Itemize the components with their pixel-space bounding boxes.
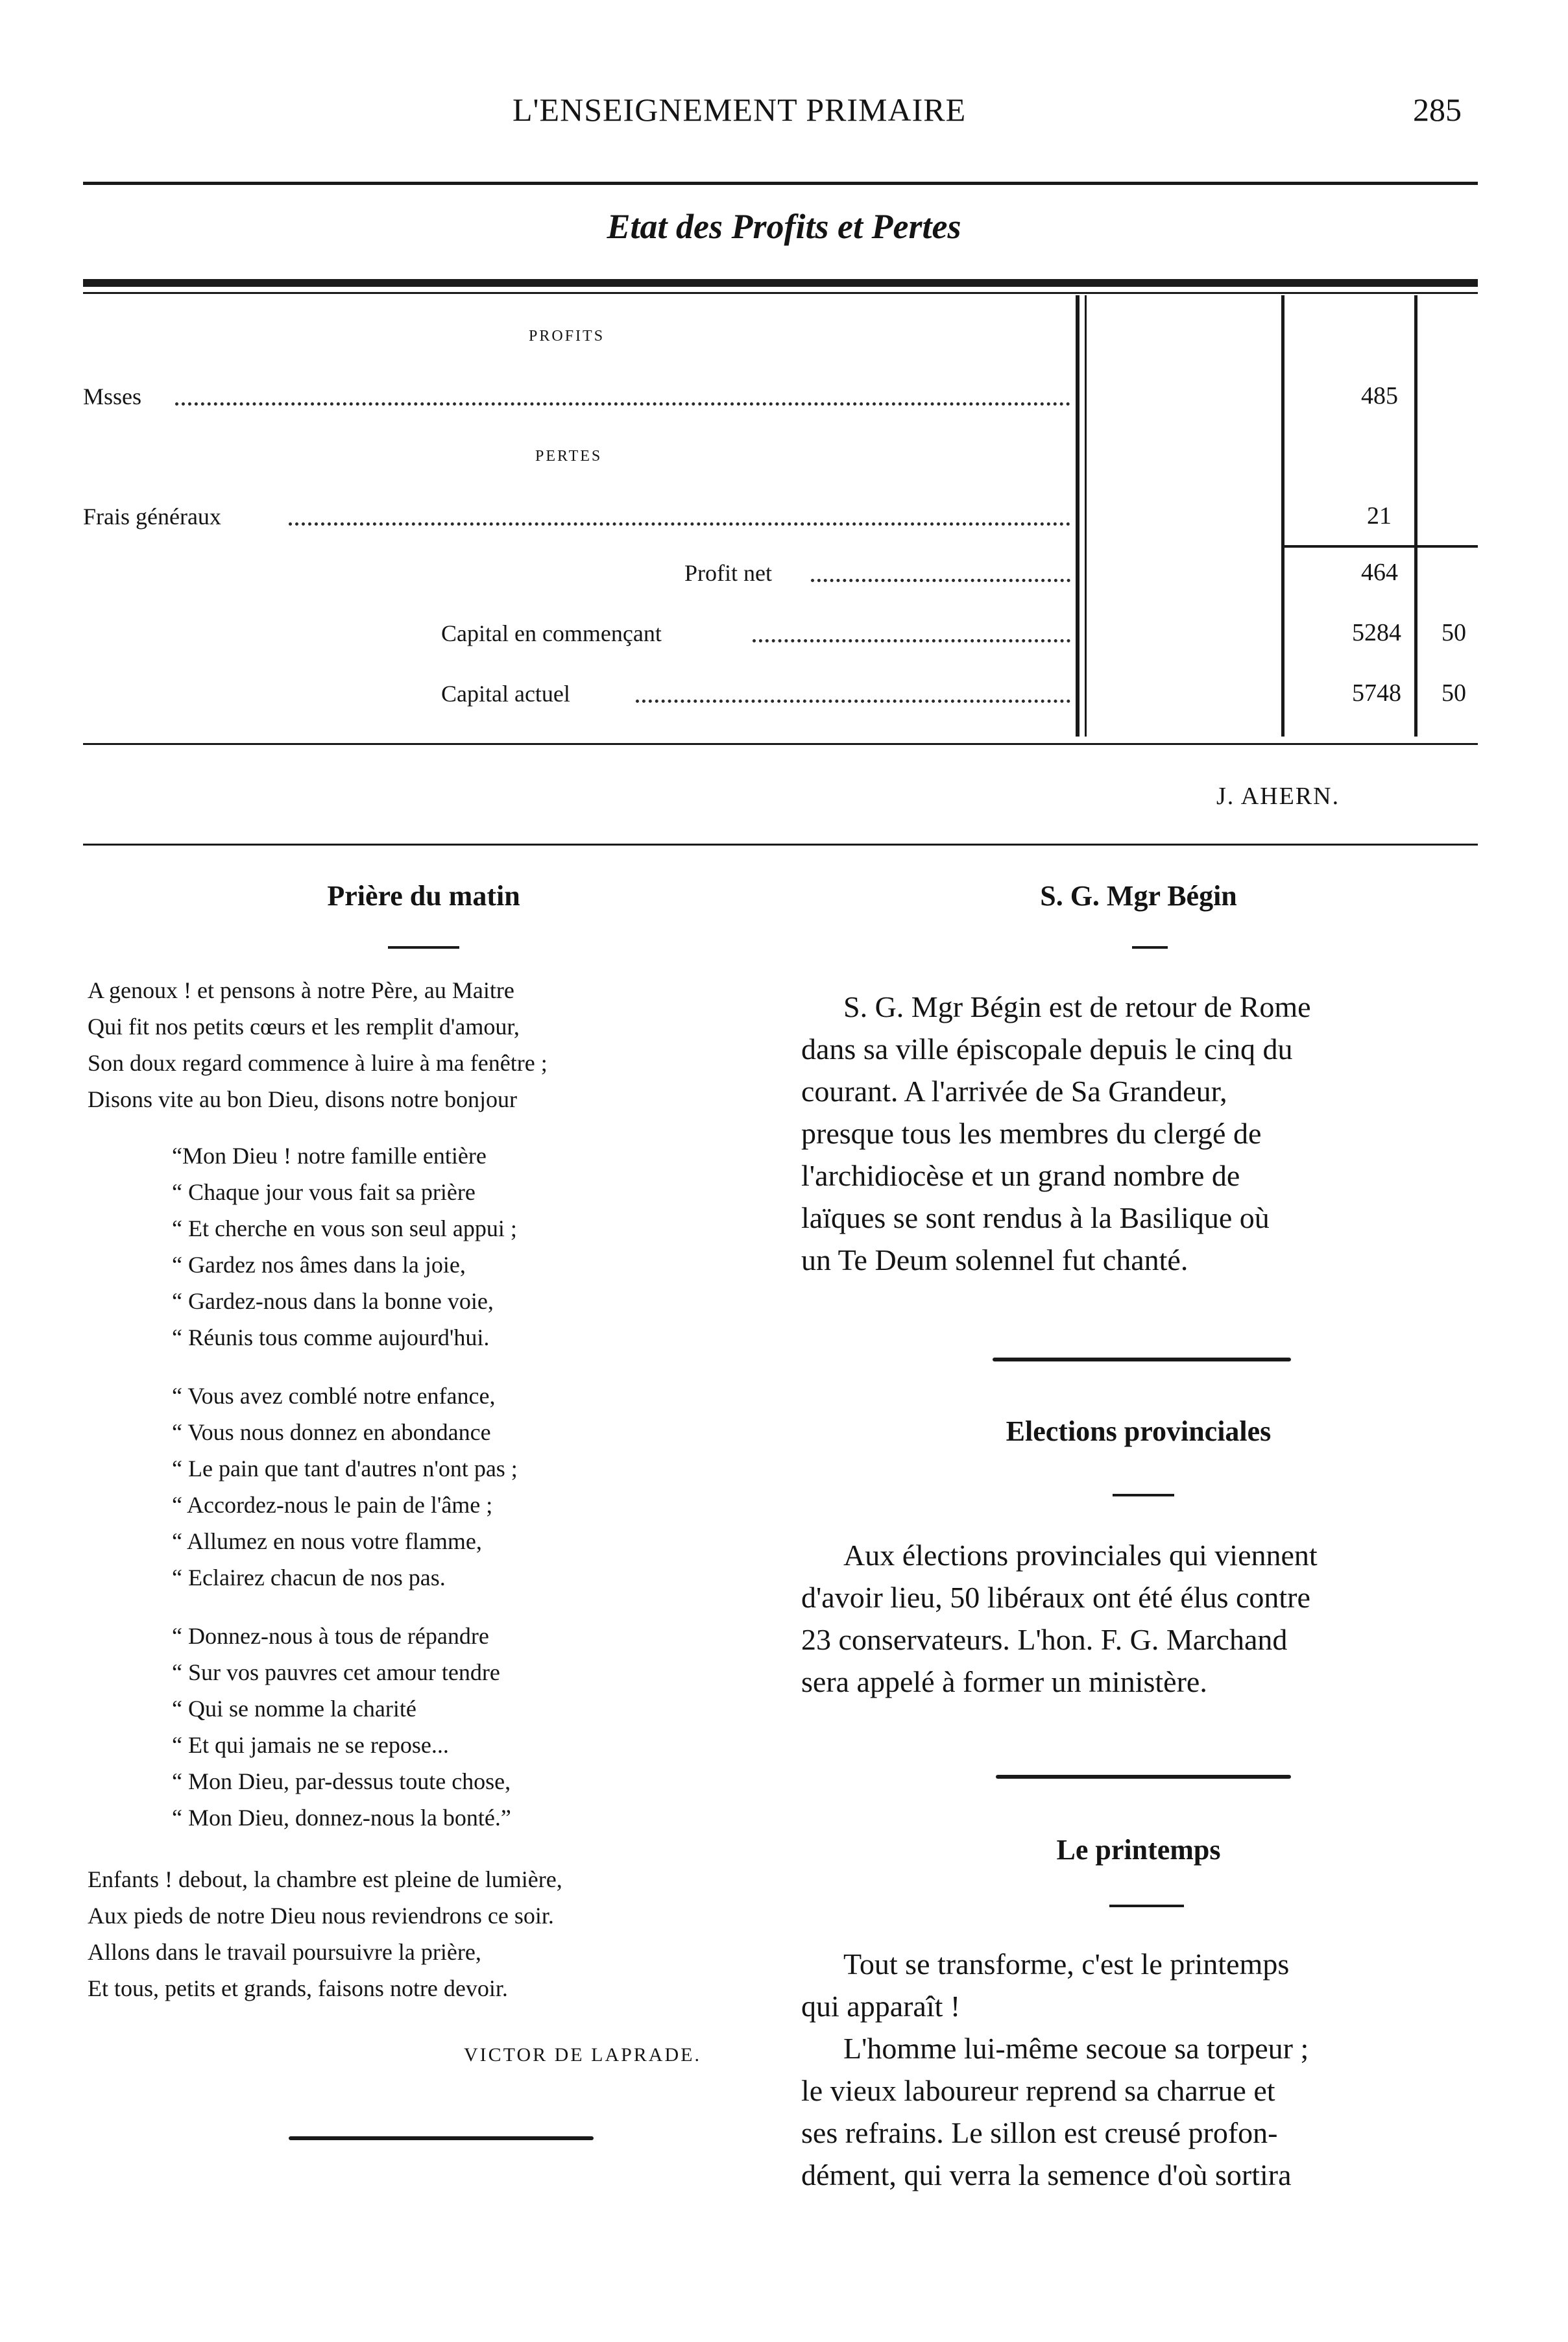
heading-rule — [388, 946, 459, 949]
row-label-capital-debut: Capital en commençant — [441, 620, 662, 646]
prose-line: S. G. Mgr Bégin est de retour de Rome — [843, 990, 1311, 1023]
poem-line: “ Chaque jour vous fait sa prière — [172, 1179, 476, 1205]
prose-line: courant. A l'arrivée de Sa Grandeur, — [801, 1075, 1227, 1108]
profits-heading: PROFITS — [529, 328, 605, 345]
prose-line: un Te Deum solennel fut chanté. — [801, 1243, 1188, 1276]
poem-line: “ Vous avez comblé notre enfance, — [172, 1383, 496, 1409]
prose-line: dément, qui verra la semence d'où sortira — [801, 2158, 1292, 2191]
poem-line: Aux pieds de notre Dieu nous reviendrons ce soir. — [88, 1903, 554, 1929]
poem-line: “ Gardez nos âmes dans la joie, — [172, 1252, 466, 1278]
table-column-separator — [1076, 295, 1080, 737]
running-title: L'ENSEIGNEMENT PRIMAIRE — [513, 91, 967, 128]
poem-line: Son doux regard commence à luire à ma fenêtre ; — [88, 1050, 548, 1076]
poem-line: “ Et qui jamais ne se repose... — [172, 1732, 449, 1758]
poem-line: Allons dans le travail poursuivre la prière, — [88, 1939, 481, 1965]
table-column-separator — [1281, 295, 1285, 737]
table-column-separator — [1414, 295, 1417, 737]
header-rule — [83, 182, 1478, 185]
leader-dots — [289, 522, 1070, 526]
poem-line: “ Qui se nomme la charité — [172, 1696, 416, 1722]
prose-line: le vieux laboureur reprend sa charrue et — [801, 2074, 1275, 2107]
poem-line: “ Mon Dieu, par-dessus toute chose, — [172, 1768, 511, 1794]
ornament-divider — [996, 1775, 1291, 1779]
page-number: 285 — [1413, 91, 1462, 128]
prose-line: ses refrains. Le sillon est creusé profon- — [801, 2116, 1278, 2149]
signature: J. AHERN. — [1216, 783, 1340, 810]
poem-line: Enfants ! debout, la chambre est pleine de lumière, — [88, 1866, 562, 1892]
table-top-rule-thin — [83, 292, 1478, 294]
poem-line: Et tous, petits et grands, faisons notre devoir. — [88, 1975, 508, 2001]
leader-dots — [636, 700, 1070, 703]
poem-line: “ Sur vos pauvres cet amour tendre — [172, 1659, 500, 1685]
poem-line: “ Vous nous donnez en abondance — [172, 1419, 491, 1445]
row-label-capital-actuel: Capital actuel — [441, 681, 570, 707]
leader-dots — [175, 402, 1070, 406]
prose-line: L'homme lui-même secoue sa torpeur ; — [843, 2032, 1309, 2065]
poem-line: “ Allumez en nous votre flamme, — [172, 1528, 482, 1554]
row-label-msses: Msses — [83, 384, 142, 409]
poem-line: Disons vite au bon Dieu, disons notre bonjour — [88, 1086, 517, 1112]
prose-line: l'archidiocèse et un grand nombre de — [801, 1159, 1240, 1192]
poem-line: “ Gardez-nous dans la bonne voie, — [172, 1288, 494, 1314]
poem-heading: Prière du matin — [327, 880, 520, 912]
article-heading-elections: Elections provinciales — [1006, 1415, 1272, 1447]
leader-dots — [753, 639, 1070, 642]
heading-rule — [1109, 1905, 1184, 1907]
ornament-divider — [289, 2136, 594, 2140]
poem-line: “Mon Dieu ! notre famille entière — [172, 1143, 487, 1169]
ornament-divider — [993, 1358, 1291, 1361]
prose-line: 23 conservateurs. L'hon. F. G. Marchand — [801, 1623, 1288, 1656]
statement-title: Etat des Profits et Pertes — [607, 207, 961, 246]
row-value-capital-debut: 5284 — [1352, 619, 1401, 646]
article-heading-begin: S. G. Mgr Bégin — [1040, 880, 1237, 912]
row-value-msses: 485 — [1361, 382, 1398, 409]
poem-line: “ Le pain que tant d'autres n'ont pas ; — [172, 1456, 518, 1482]
running-head — [0, 91, 1568, 143]
row-value-frais: 21 — [1367, 502, 1392, 530]
row-value-profit-net: 464 — [1361, 559, 1398, 586]
section-rule — [83, 844, 1478, 846]
poem-line: “ Réunis tous comme aujourd'hui. — [172, 1324, 490, 1350]
poem-line: “ Donnez-nous à tous de répandre — [172, 1623, 489, 1649]
prose-line: Tout se transforme, c'est le printemps — [843, 1947, 1290, 1981]
losses-heading: PERTES — [535, 448, 603, 465]
article-heading-printemps: Le printemps — [1056, 1834, 1221, 1866]
table-top-rule-thick — [83, 279, 1478, 287]
row-cents-capital-debut: 50 — [1441, 619, 1466, 646]
heading-rule — [1132, 946, 1168, 949]
prose-line: presque tous les membres du clergé de — [801, 1117, 1262, 1150]
poem-line: A genoux ! et pensons à notre Père, au Maitre — [88, 977, 514, 1003]
poem-line: Qui fit nos petits cœurs et les remplit d'amour, — [88, 1014, 520, 1040]
row-cents-capital-actuel: 50 — [1441, 679, 1466, 707]
row-label-profit-net: Profit net — [684, 560, 772, 586]
prose-line: sera appelé à former un ministère. — [801, 1665, 1207, 1698]
poem-line: “ Mon Dieu, donnez-nous la bonté.” — [172, 1805, 511, 1831]
prose-line: laïques se sont rendus à la Basilique où — [801, 1201, 1270, 1234]
table-column-separator — [1085, 295, 1087, 737]
poem-author: VICTOR DE LAPRADE. — [464, 2044, 701, 2066]
table-bottom-rule — [83, 743, 1478, 745]
prose-line: dans sa ville épiscopale depuis le cinq du — [801, 1032, 1293, 1066]
leader-dots — [811, 579, 1070, 582]
poem-line: “ Et cherche en vous son seul appui ; — [172, 1215, 517, 1241]
poem-line: “ Accordez-nous le pain de l'âme ; — [172, 1492, 493, 1518]
heading-rule — [1113, 1494, 1174, 1496]
row-label-frais: Frais généraux — [83, 504, 221, 530]
prose-line: d'avoir lieu, 50 libéraux ont été élus contre — [801, 1581, 1310, 1614]
poem-line: “ Eclairez chacun de nos pas. — [172, 1565, 446, 1591]
prose-line: Aux élections provinciales qui viennent — [843, 1539, 1318, 1572]
prose-line: qui apparaît ! — [801, 1990, 961, 2023]
sum-rule — [1281, 545, 1478, 548]
row-value-capital-actuel: 5748 — [1352, 679, 1401, 707]
